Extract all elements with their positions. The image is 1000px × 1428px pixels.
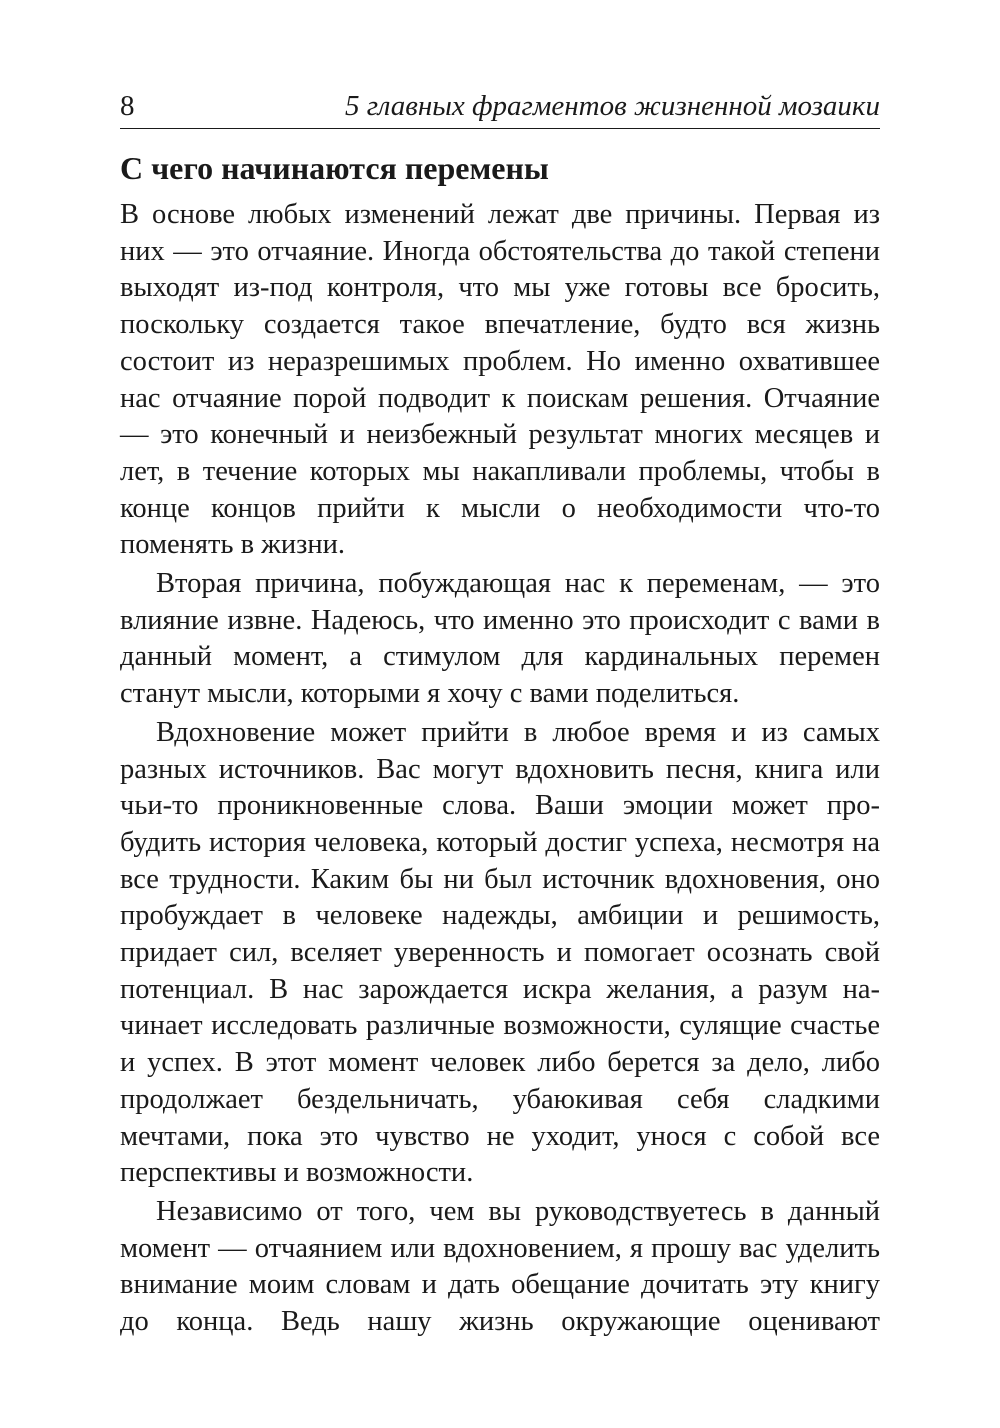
running-head xyxy=(120,88,880,129)
page-number: 8 xyxy=(120,90,135,122)
paragraph-4: Независимо от того, чем вы руководствуетесь в данный момент — отчаянием или вдохновением, я прошу вас уделить внимание моим словам и дать обещание дочитать эту книгу до конца. Ведь нашу жизнь окружающие оценивают xyxy=(120,1195,880,1338)
section-heading: С чего начинаются перемены xyxy=(120,150,549,186)
book-title: 5 главных фрагментов жизненной мозаики xyxy=(345,90,880,122)
paragraph-1: В основе любых изменений лежат две причины. Первая из них — это отчаяние. Иногда обстоятельства до такой степени выходят из-под контроля, что мы уже готовы все бросить, поскольку создается такое впечатление, будто вся жизнь состоит из неразрешимых проблем. Но именно охватившее нас отчаяние порой подводит к поискам решения. Отчаяние — это конечный и неизбежный результат многих месяцев и лет, в течение которых мы накапливали проблемы, чтобы в конце концов прийти к мысли о необходимости что-то поменять в жизни. xyxy=(120,199,880,561)
book-page xyxy=(120,0,880,1428)
body-text xyxy=(120,197,880,1341)
paragraph-3: Вдохновение может прийти в любое время и из самых разных источников. Вас могут вдохновить песня, книга или чьи-то проникновенные слова. Ваши эмоции может пробудить история человека, который достиг успеха, несмотря на все трудности. Каким бы ни был источник вдохновения, оно пробуждает в человеке надежды, амбиции и решимость, придает сил, вселяет уверенность и помогает осознать свой потенциал. В нас зарождается искра желания, а разум начинает исследовать различные возможности, сулящие счастье и успех. В этот момент человек либо берется за дело, либо продолжает бездельничать, убаюкивая себя сладкими мечтами, пока это чувство не уходит, унося с собой все перспективы и возможности. xyxy=(120,716,880,1189)
paragraph-2: Вторая причина, побуждающая нас к переменам, — это влияние извне. Надеюсь, что именно это происходит с вами в данный момент, а стимулом для кардинальных перемен станут мысли, которыми я хочу с вами поделиться. xyxy=(120,568,880,710)
